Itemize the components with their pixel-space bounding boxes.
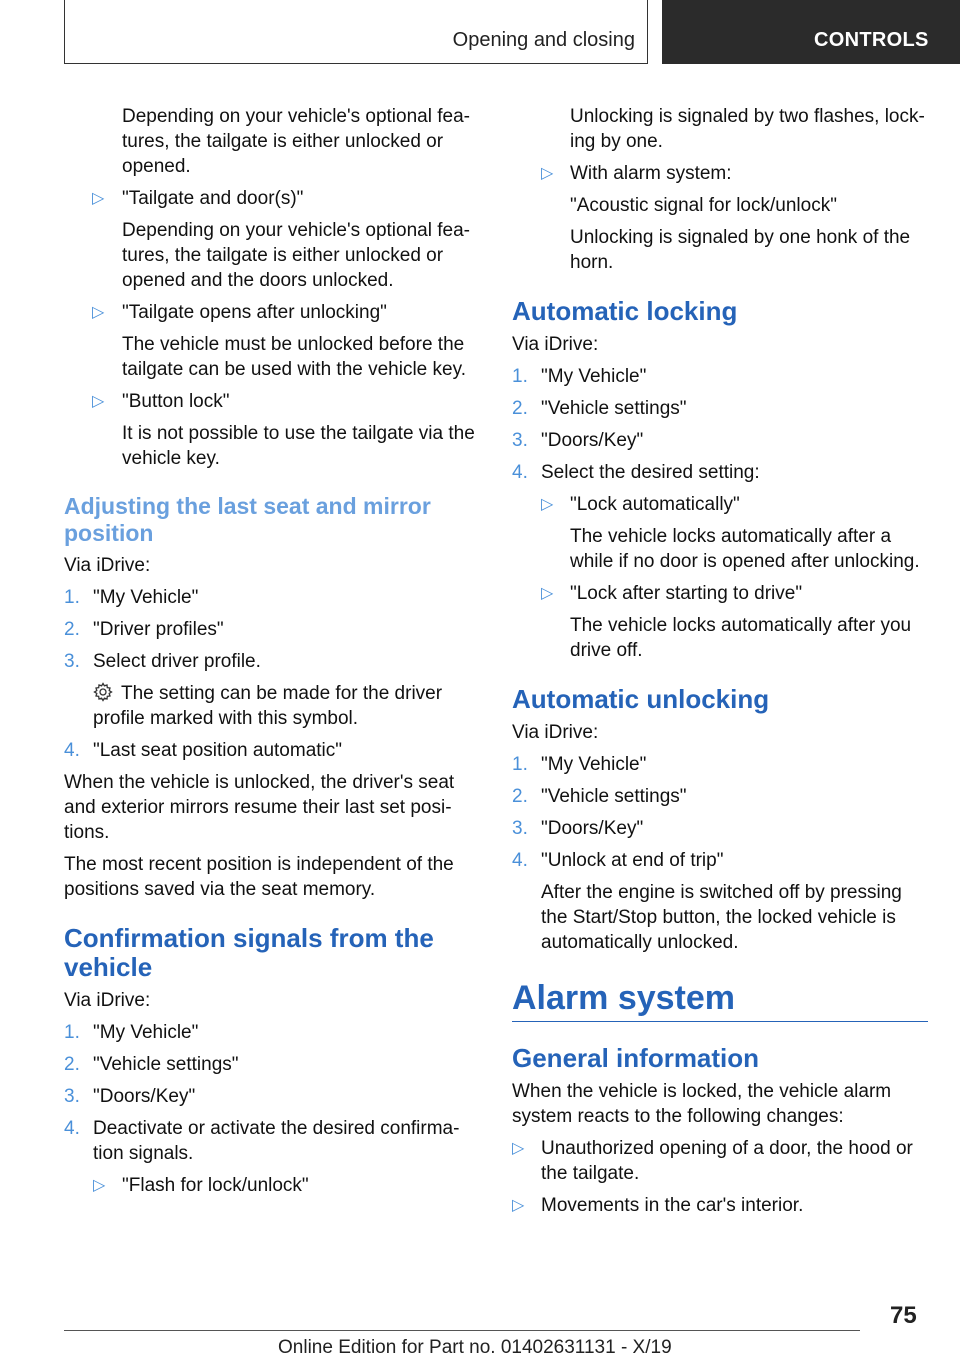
list-number: 3. — [512, 818, 528, 839]
bullet-title: With alarm system: — [570, 163, 732, 184]
list-number: 2. — [64, 1054, 80, 1075]
header-section-tab — [64, 0, 648, 64]
gear-icon — [93, 682, 113, 702]
list-item: 4. "Unlock at end of trip" — [512, 850, 724, 871]
list-item: 3. Select driver profile. — [64, 651, 261, 672]
bullet-item — [512, 581, 928, 663]
list-number: 3. — [64, 1086, 80, 1107]
bullet-text: The vehicle locks automatically after you drive off. — [570, 615, 912, 661]
via-idrive-label: Via iDrive: — [512, 334, 599, 355]
list-item: 1. "My Vehicle" — [64, 587, 199, 608]
list-number: 2. — [512, 786, 528, 807]
page-number: 75 — [890, 1302, 917, 1329]
list-number: 4. — [512, 850, 528, 871]
triangle-bullet-icon: ▷ — [512, 1140, 525, 1157]
list-item: 4. Select the desired setting: — [512, 462, 760, 483]
list-item: 3. "Doors/Key" — [512, 430, 644, 451]
bullet-title: "Tailgate opens after unlocking" — [122, 302, 387, 323]
list-item: 2. "Driver profiles" — [64, 619, 224, 640]
header-chapter-tab — [662, 0, 960, 64]
list-number: 4. — [64, 740, 80, 761]
paragraph: When the vehicle is locked, the vehicle alarm system reacts to the following changes: — [512, 1081, 892, 1127]
gear-note: The setting can be made for the driver profile marked with this symbol. — [93, 683, 443, 729]
list-item: 4. "Last seat position automatic" — [64, 740, 343, 761]
bullet-item — [64, 1173, 478, 1198]
via-idrive-label: Via iDrive: — [64, 555, 151, 576]
bullet-item — [512, 492, 928, 574]
heading-general-information: General information — [512, 1043, 760, 1073]
heading-automatic-unlocking: Automatic unlocking — [512, 684, 770, 714]
triangle-bullet-icon: ▷ — [92, 393, 105, 410]
paragraph: Unlocking is signaled by two flashes, lock‐ing by one. — [570, 106, 925, 152]
list-number: 1. — [512, 366, 528, 387]
list-number: 3. — [64, 651, 80, 672]
list-item: 1. "My Vehicle" — [512, 366, 647, 387]
list-item: 2. "Vehicle settings" — [512, 398, 687, 419]
bullet-title: "Lock automatically" — [570, 494, 740, 515]
list-number: 1. — [512, 754, 528, 775]
header-chapter-title: CONTROLS — [814, 29, 929, 51]
bullet-item — [64, 389, 478, 471]
bullet-text: Movements in the car's interior. — [541, 1195, 804, 1216]
heading-alarm-system: Alarm system — [512, 979, 928, 1022]
triangle-bullet-icon: ▷ — [541, 165, 554, 182]
heading-confirmation-signals: Confirmation signals from the vehicle — [64, 923, 434, 982]
heading-seat-mirror: Adjusting the last seat and mirror position — [64, 493, 431, 546]
right-column — [512, 104, 928, 1225]
list-number: 2. — [512, 398, 528, 419]
bullet-item — [64, 300, 478, 382]
paragraph: After the engine is switched off by pressing the Start/Stop button, the locked vehicle is automatically unlocked. — [541, 882, 902, 953]
bullet-text: Depending on your vehicle's optional fea‐tures, the tailgate is either unlocked or opened and the doors unlocked. — [122, 220, 470, 291]
paragraph: When the vehicle is unlocked, the driver's seat and exterior mirrors resume their last set posi‐tions. — [64, 772, 455, 843]
footer-edition: Online Edition for Part no. 01402631131 - X/19 — [278, 1337, 672, 1358]
list-number: 1. — [64, 587, 80, 608]
list-number: 2. — [64, 619, 80, 640]
bullet-title: "Tailgate and door(s)" — [122, 188, 304, 209]
bullet-subtitle: "Acoustic signal for lock/unlock" — [570, 195, 837, 216]
list-item: 1. "My Vehicle" — [64, 1022, 199, 1043]
bullet-title: "Button lock" — [122, 391, 230, 412]
triangle-bullet-icon: ▷ — [93, 1177, 106, 1194]
left-column — [64, 104, 478, 1205]
bullet-text: It is not possible to use the tailgate via the vehicle key. — [122, 423, 475, 469]
list-number: 3. — [512, 430, 528, 451]
list-item: 4. Deactivate or activate the desired confirma‐tion signals. — [64, 1118, 460, 1164]
list-number: 4. — [512, 462, 528, 483]
list-number: 4. — [64, 1118, 80, 1139]
paragraph: Depending on your vehicle's optional fea‐tures, the tailgate is either unlocked or opened. — [122, 106, 470, 177]
bullet-item — [64, 186, 478, 293]
list-item: 2. "Vehicle settings" — [512, 786, 687, 807]
list-item: 2. "Vehicle settings" — [64, 1054, 239, 1075]
bullet-item — [512, 1136, 928, 1186]
bullet-text: The vehicle must be unlocked before the tailgate can be used with the vehicle key. — [122, 334, 466, 380]
bullet-title: "Flash for lock/unlock" — [122, 1175, 309, 1196]
paragraph: The most recent position is independent of the positions saved via the seat memory. — [64, 854, 454, 900]
bullet-item — [512, 161, 928, 275]
bullet-text: Unlocking is signaled by one honk of the horn. — [570, 227, 911, 273]
triangle-bullet-icon: ▷ — [92, 304, 105, 321]
triangle-bullet-icon: ▷ — [512, 1197, 525, 1214]
header-section-title: Opening and closing — [452, 29, 635, 51]
list-number: 1. — [64, 1022, 80, 1043]
via-idrive-label: Via iDrive: — [512, 722, 599, 743]
bullet-text: The vehicle locks automatically after a while if no door is opened after unlocking. — [570, 526, 920, 572]
triangle-bullet-icon: ▷ — [541, 496, 554, 513]
heading-automatic-locking: Automatic locking — [512, 296, 738, 326]
list-item: 3. "Doors/Key" — [64, 1086, 196, 1107]
bullet-text: Unauthorized opening of a door, the hood or the tailgate. — [541, 1138, 913, 1184]
via-idrive-label: Via iDrive: — [64, 990, 151, 1011]
triangle-bullet-icon: ▷ — [92, 190, 105, 207]
list-item: 1. "My Vehicle" — [512, 754, 647, 775]
list-item: 3. "Doors/Key" — [512, 818, 644, 839]
footer-divider — [64, 1330, 860, 1331]
bullet-title: "Lock after starting to drive" — [570, 583, 803, 604]
bullet-item — [512, 1193, 928, 1218]
triangle-bullet-icon: ▷ — [541, 585, 554, 602]
